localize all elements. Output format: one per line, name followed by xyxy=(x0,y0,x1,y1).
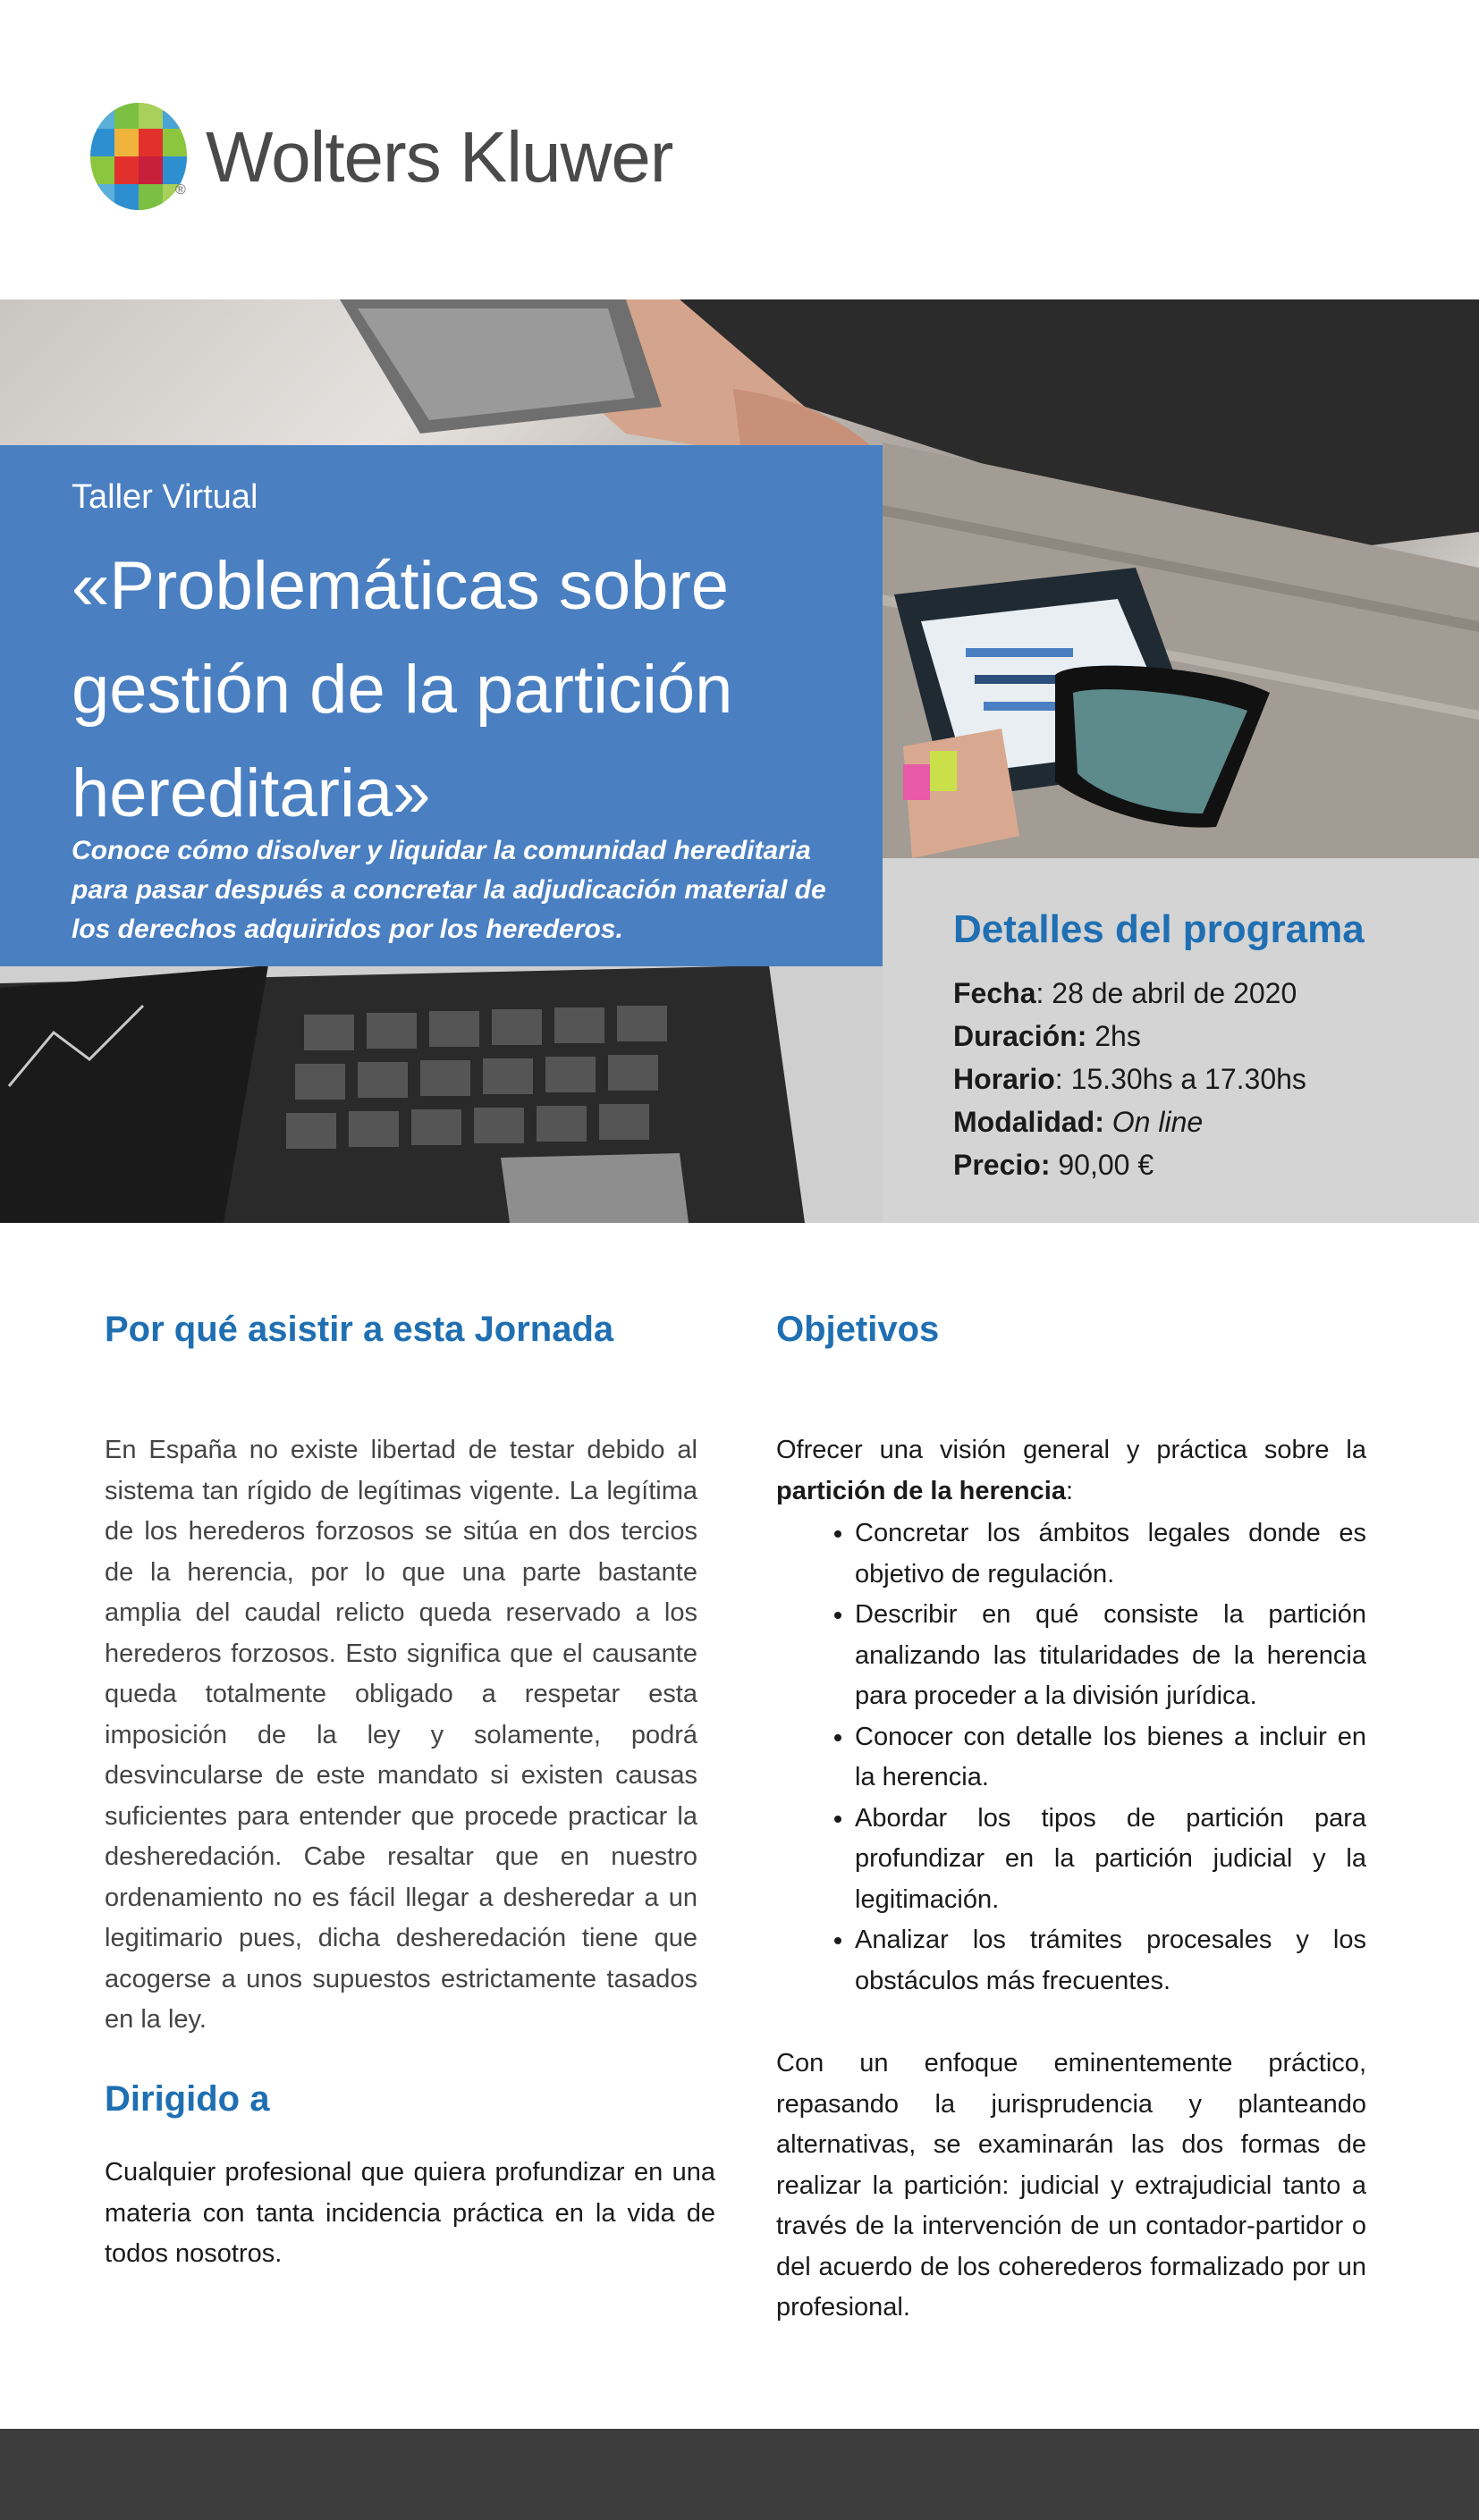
brand-logo xyxy=(89,97,697,213)
list-item: • Concretar los ámbitos legales donde es objetivo de regulación. xyxy=(855,1513,1366,1595)
detail-value: 2hs xyxy=(1094,1020,1141,1052)
list-item: • Conocer con detalle los bienes a incluir en la herencia. xyxy=(855,1717,1366,1799)
list-item: • Analizar los trámites procesales y los obstáculos más frecuentes. xyxy=(855,1920,1366,2002)
footer-bar xyxy=(0,2429,1479,2520)
detail-value: 28 de abril de 2020 xyxy=(1052,977,1297,1009)
why-attend-heading: Por qué asistir a esta Jornada xyxy=(105,1310,614,1349)
detail-label: Duración: xyxy=(953,1020,1087,1052)
audience-body: Cualquier profesional que quiera profundizar en una materia con tanta incidencia práctica en la vida de todos nosotros. xyxy=(105,2158,715,2268)
brand-name: Wolters Kluwer xyxy=(206,117,673,197)
detail-row-precio xyxy=(953,1149,1154,1182)
detail-row-modalidad xyxy=(953,1106,1203,1139)
list-item: • Abordar los tipos de partición para profundizar en la partición judicial y la legitimación. xyxy=(855,1799,1366,1921)
detail-value: 15.30hs a 17.30hs xyxy=(1070,1063,1306,1095)
wolters-kluwer-logo-icon xyxy=(89,102,188,211)
page-subtitle: Conoce cómo disolver y liquidar la comunidad hereditaria para pasar después a concretar la adjudicación material de los derechos adquiridos por los herederos. xyxy=(72,836,826,944)
detail-row-horario: Horario: 15.30hs a 17.30hs xyxy=(953,1063,1306,1095)
event-type: Taller Virtual xyxy=(72,478,258,516)
objectives-intro: Ofrecer una visión general y práctica sobre la partición de la herencia: xyxy=(776,1436,1366,1505)
audience-heading: Dirigido a xyxy=(105,2079,270,2119)
detail-label: Precio: xyxy=(953,1149,1051,1181)
detail-label: Fecha xyxy=(953,977,1036,1009)
detail-label: Horario xyxy=(953,1063,1055,1095)
detail-value: On line xyxy=(1111,1106,1204,1138)
objectives-heading: Objetivos xyxy=(776,1310,940,1349)
objectives-intro-bold: partición de la herencia xyxy=(776,1476,1066,1505)
detail-row-duracion xyxy=(953,1020,1141,1053)
objectives-closing: Con un enfoque eminentemente práctico, repasando la jurisprudencia y planteando alternativas, se examinarán las dos formas de realizar la partición: judicial y extrajudicial tanto a través de la intervención de un contador-partidor o del acuerdo de los coherederos formalizado por un profesional. xyxy=(776,2049,1366,2322)
registered-mark: ® xyxy=(175,182,186,198)
list-item: • Describir en qué consiste la partición analizando las titularidades de la herencia para proceder a la división jurídica. xyxy=(855,1595,1366,1717)
program-details-title: Detalles del programa xyxy=(953,907,1365,951)
detail-value: 90,00 € xyxy=(1058,1149,1154,1181)
detail-label: Modalidad: xyxy=(953,1106,1104,1138)
page-title: «Problemáticas sobre gestión de la partición hereditaria» xyxy=(72,548,733,831)
why-attend-body: En España no existe libertad de testar debido al sistema tan rígido de legítimas vigente. La legítima de los herederos forzosos se sitúa en dos tercios de la herencia, por lo que una parte bastante amplia del caudal relicto queda reservado a los herederos forzosos. Esto significa que el causante queda totalmente obligado a respetar esta imposición de la ley y solamente, podrá desvincularse de este mandato si existen causas suficientes para entender que procede practicar la desheredación. Cabe resaltar que en nuestro ordenamiento no es fácil llegar a desheredar a un legitimario pues, dicha desheredación tiene que acogerse a unos supuestos estrictamente tasados en la ley. xyxy=(105,1436,697,2034)
objectives-list xyxy=(776,1513,1366,2002)
detail-row-fecha: Fecha: 28 de abril de 2020 xyxy=(953,977,1297,1009)
